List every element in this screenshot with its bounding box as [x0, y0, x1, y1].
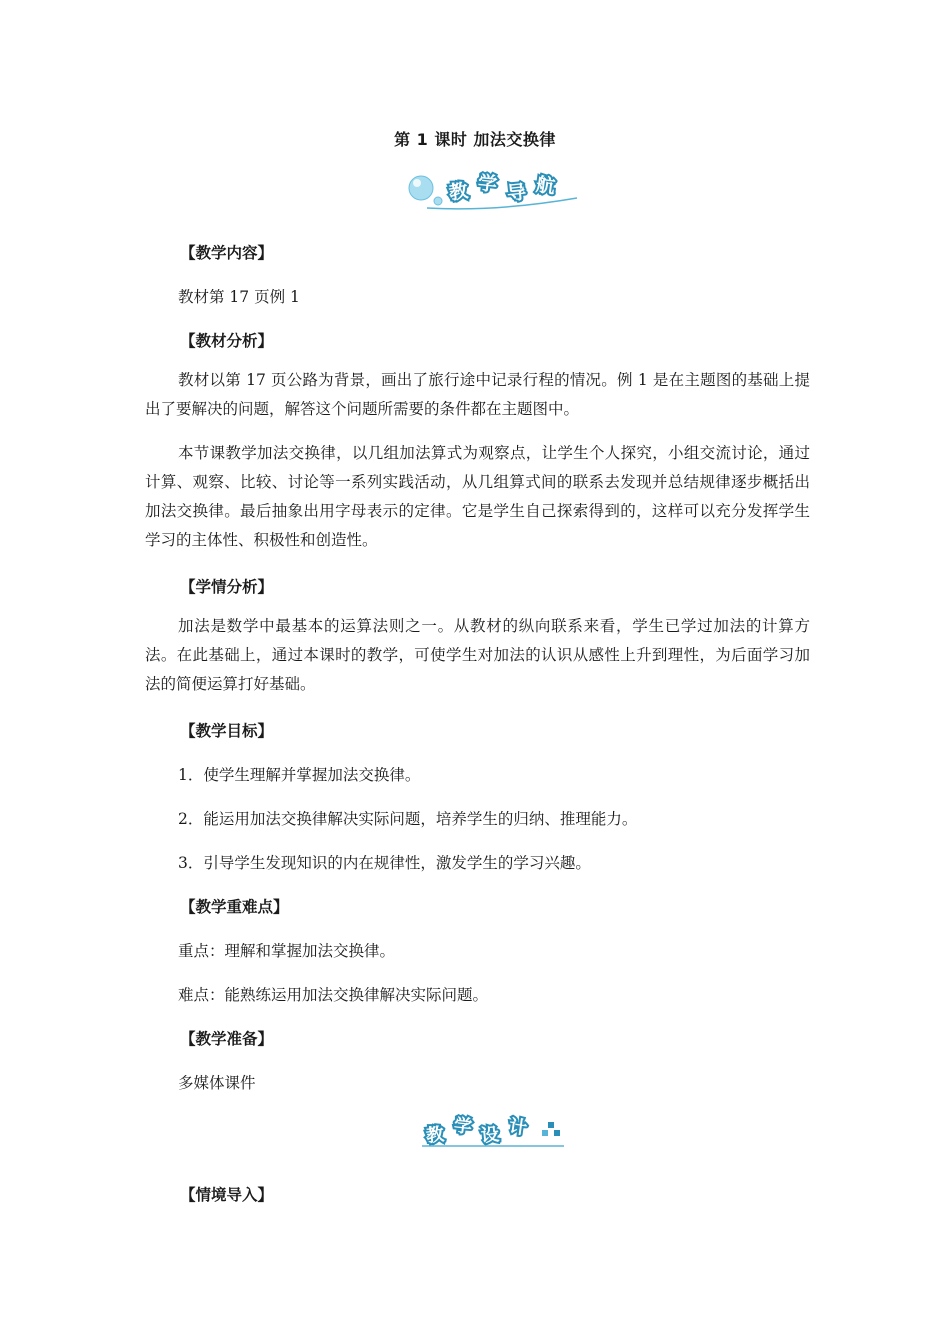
lesson-title: 第 1 课时 加法交换律	[394, 130, 556, 149]
learner-analysis-heading: 【学情分析】	[180, 578, 274, 596]
goal-item-3: 3．引导学生发现知识的内在规律性，激发学生的学习兴趣。	[178, 854, 591, 872]
teaching-content-text: 教材第 17 页例 1	[178, 288, 300, 306]
key-difficult-heading: 【教学重难点】	[180, 898, 289, 916]
design-char-4: 计	[507, 1115, 529, 1140]
material-analysis-paragraph-2: 本节课教学加法交换律，以几组加法算式为观察点，让学生个人探究，小组交流讨论，通过计算、观察、比较、讨论等一系列实践活动，从几组算式间的联系去发现并总结规律逐步概括出加法交换律。最后抽象出用字母表示的定律。它是学生自己探索得到的，这样可以充分发挥学生学习的主体性、积极性和创造性。	[145, 444, 810, 549]
teaching-prep-heading: 【教学准备】	[180, 1030, 274, 1048]
design-char-2: 学	[452, 1115, 473, 1138]
banner-char-4: 航	[534, 173, 557, 199]
situation-intro-heading: 【情境导入】	[180, 1186, 274, 1204]
difficult-point-text: 难点：能熟练运用加法交换律解决实际问题。	[178, 986, 489, 1004]
teaching-guide-banner	[405, 168, 585, 214]
banner-char-1: 教	[447, 179, 470, 205]
banner-char-3: 导	[506, 181, 528, 205]
teaching-prep-text: 多媒体课件	[178, 1074, 256, 1092]
key-point-text: 重点：理解和掌握加法交换律。	[178, 942, 396, 960]
design-char-3: 设	[480, 1124, 501, 1147]
teaching-design-banner	[418, 1108, 568, 1154]
goal-item-2: 2．能运用加法交换律解决实际问题，培养学生的归纳、推理能力。	[178, 810, 638, 828]
design-char-1: 教	[425, 1124, 446, 1147]
teaching-content-heading: 【教学内容】	[180, 244, 274, 262]
goal-item-1: 1．使学生理解并掌握加法交换律。	[178, 766, 421, 784]
learner-analysis-paragraph: 加法是数学中最基本的运算法则之一。从教材的纵向联系来看，学生已学过加法的计算方法。在此基础上，通过本课时的教学，可使学生对加法的认识从感性上升到理性，为后面学习加法的简便运算打好基础。	[145, 617, 810, 693]
material-analysis-heading: 【教材分析】	[180, 332, 274, 350]
blocks-icon	[542, 1122, 560, 1136]
banner-char-2: 学	[476, 172, 499, 196]
material-analysis-paragraph-1: 教材以第 17 页公路为背景，画出了旅行途中记录行程的情况。例 1 是在主题图的基础上提出了要解决的问题，解答这个问题所需要的条件都在主题图中。	[145, 371, 810, 418]
teaching-goals-heading: 【教学目标】	[180, 722, 274, 740]
bubble-icon	[409, 176, 433, 200]
